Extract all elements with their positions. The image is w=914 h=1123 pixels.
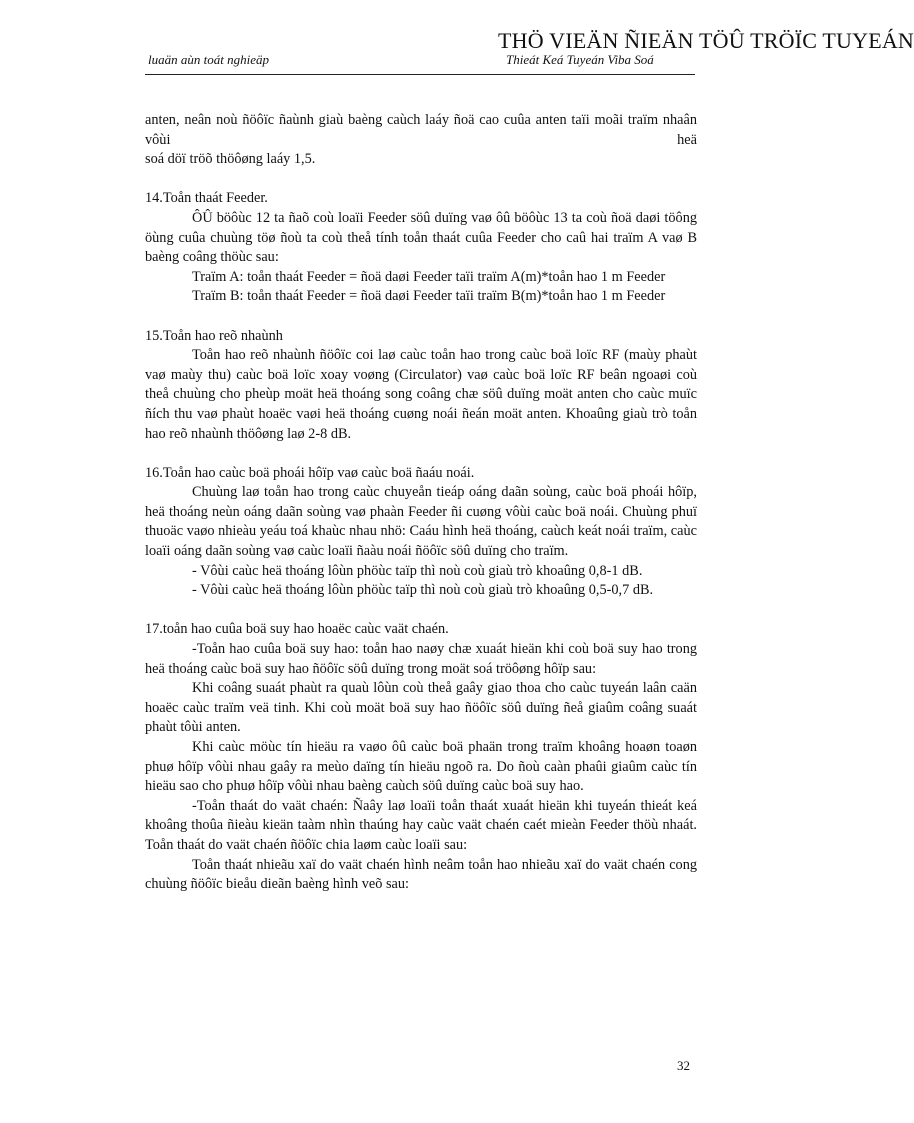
section-15-paragraph: Toån hao reõ nhaùnh ñöôïc coi laø caùc toån hao trong caùc boä loïc RF (maùy phaùt vaø maùy thu) caùc boä loïc xoay voøng (Circulator) vaø caùc boä loïc RF beân ngoaøi coù theå chuùng cho pheùp moät heä thoáng song coâng chæ söû duïng moät anten cho caùc muïc ñích thu vaø phaùt hoaëc vaøi heä thoáng cuøng noái ñeán moät anten. Khoaûng giaù trò toån hao reõ nhaùnh thöôøng laø 2-8 dB. (145, 347, 697, 442)
library-brand-header: THÖ VIEÄN ÑIEÄN TÖÛ TRÖÏC TUYEÁN (498, 28, 914, 53)
section-14-formula-a: Traïm A: toån thaát Feeder = ñoä daøi Feeder taïi traïm A(m)*toån hao 1 m Feeder (192, 268, 666, 285)
section-14-formula-b: Traïm B: toån thaát Feeder = ñoä daøi Feeder taïi traïm B(m)*toån hao 1 m Feeder (192, 288, 666, 305)
section-17-paragraph-4: -Toån thaát do vaät chaén: Ñaây laø loaïi toån thaát xuaát hieän khi tuyeán thieát keá khoâng thoûa ñieàu kieän taàm nhìn thaúng hay caùc vaät chaén caét mieàn Feeder thöù nhaát. Toån thaát do vaät chaén ñöôïc chia laøm caùc loaïi sau: (145, 797, 697, 853)
page-body (145, 111, 697, 895)
section-16-paragraph: Chuùng laø toån hao trong caùc chuyeån tieáp oáng daãn soùng, caùc boä phoái hôïp, heä thoáng neùn oáng daãn soùng vaø phaàn Feeder ñi cuøng vôùi caùc boä noái. Chuùng phuï thuoäc vaøo nhieàu yeáu toá khaùc nhau nhö: Caáu hình heä thoáng, caùch keát noái traïm, caùc loaïi oáng daãn soùng vaø caùc loaïi ñaàu noái ñöôïc söû duïng cho traïm. (145, 484, 697, 560)
section-14-heading: 14.Toån thaát Feeder. (145, 190, 268, 207)
section-17-paragraph-1: -Toån hao cuûa boä suy hao: toån hao naøy chæ xuaát hieän khi coù boä suy hao trong heä thoáng caùc boä suy hao ñöôïc söû duïng trong moät soá tröôøng hôïp sau: (145, 641, 697, 677)
header-thesis-label: luaän aùn toát nghieäp (148, 52, 269, 67)
section-16-bullet-1: - Vôùi caùc heä thoáng lôùn phöùc taïp thì noù coù giaù trò khoaûng 0,8-1 dB. (192, 562, 643, 579)
section-17-paragraph-2: Khi coâng suaát phaùt ra quaù lôùn coù theå gaây giao thoa cho caùc tuyeán laân caän hoaëc caùc traïm veä tinh. Khi coù moät boä suy hao ñöôïc söû duïng ñeå giaûm coâng suaát phaùt tôùi anten. (145, 680, 697, 736)
section-17-paragraph-3: Khi caùc möùc tín hieäu ra vaøo ôû caùc boä phaän trong traïm khoâng hoaøn toaøn phuø hôïp vôùi nhau gaây ra meùo daïng tín hieäu ngoõ ra. Do ñoù caàn phaûi giaûm caùc tín hieäu sao cho phuø hôïp vôùi nhau baèng caùch söû duïng caùc boä suy hao. (145, 739, 697, 795)
section-16-heading: 16.Toån hao caùc boä phoái hôïp vaø caùc boä ñaáu noái. (145, 464, 475, 481)
intro-line-2: soá döï tröõ thöôøng laáy 1,5. (145, 151, 316, 168)
page-number: 32 (677, 1058, 690, 1073)
section-16-bullet-2: - Vôùi caùc heä thoáng lôùn phöùc taïp thì noù coù giaù trò khoaûng 0,5-0,7 dB. (192, 582, 654, 599)
intro-line-1: anten, neân noù ñöôïc ñaùnh giaù baèng caùch laáy ñoä cao cuûa anten taïi moãi traïm nhaân vôùi heä (145, 112, 697, 148)
section-14-paragraph: ÔÛ böôùc 12 ta ñaõ coù loaïi Feeder söû duïng vaø ôû böôùc 13 ta coù ñoä daøi töông öùng cuûa chuùng töø ñoù ta coù theå tính toån thaát cuûa Feeder cho caû hai traïm A vaø B baèng coâng thöùc sau: (145, 209, 697, 266)
header-topic-label: Thieát Keá Tuyeán Viba Soá (506, 52, 654, 67)
section-15-heading: 15.Toån hao reõ nhaùnh (145, 327, 283, 344)
header-divider (145, 74, 695, 75)
section-17-paragraph-5: Toån thaát nhieãu xaï do vaät chaén hình neâm toån hao nhieãu xaï do vaät chaén cong chuùng ñöôïc bieåu dieãn baèng hình veõ sau: (145, 856, 697, 893)
section-17-heading: 17.toån hao cuûa boä suy hao hoaëc caùc vaät chaén. (145, 621, 449, 638)
